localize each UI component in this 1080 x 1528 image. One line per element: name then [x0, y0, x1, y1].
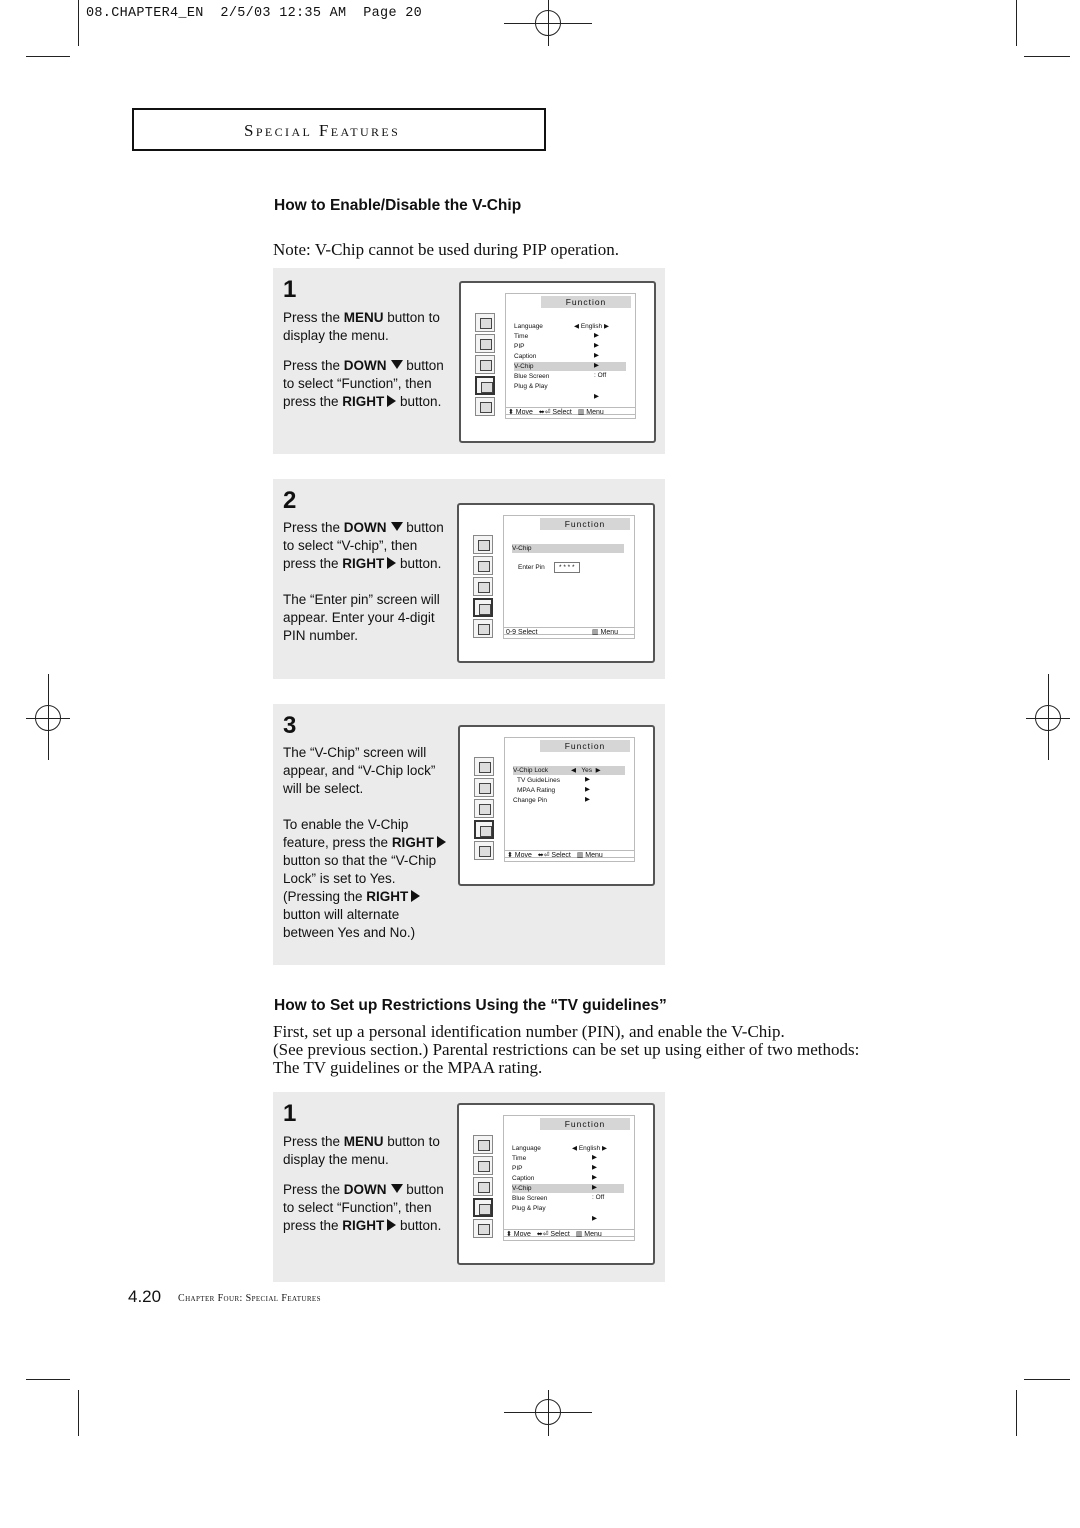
menu-item: Caption	[514, 353, 537, 360]
menu-title: Function	[540, 740, 630, 752]
menu-item: Blue Screen	[512, 1195, 548, 1202]
crop-mark	[26, 1379, 70, 1380]
footer-title: Chapter Four: Special Features	[178, 1293, 321, 1304]
step-number: 3	[283, 712, 297, 739]
heading-tv-guidelines: How to Set up Restrictions Using the “TV guidelines”	[274, 997, 667, 1014]
crop-mark	[78, 1390, 79, 1436]
pin-field: * * * *	[554, 562, 580, 573]
step-panel	[273, 479, 665, 679]
menu-title: Function	[541, 296, 631, 308]
intro-paragraph: (See previous section.) Parental restrictions can be set up using either of two methods:	[273, 1040, 860, 1059]
menu-item: Plug & Play	[514, 383, 548, 390]
menu-item: PIP	[512, 1165, 523, 1172]
channel-icon	[475, 355, 495, 374]
hint-bar: 0-9 Select ▥ Menu	[503, 627, 635, 639]
hint-bar: ⬍ Move ⬌⏎ Select ▥ Menu	[503, 1229, 635, 1241]
intro-paragraph: The TV guidelines or the MPAA rating.	[273, 1058, 543, 1077]
heading-enable-vchip: How to Enable/Disable the V-Chip	[274, 197, 522, 214]
sound-icon	[475, 334, 495, 353]
crop-mark	[1016, 0, 1017, 46]
step-text: Press the MENU button to display the menu. Press the DOWN button to select “Function”, then press the RIGHT button.	[283, 310, 444, 409]
crop-mark	[26, 56, 70, 57]
tv-screen-vchip	[457, 503, 655, 663]
sound-icon	[473, 1156, 493, 1175]
channel-icon	[474, 799, 494, 818]
setup-icon	[473, 1219, 493, 1238]
crop-mark	[1016, 1390, 1017, 1436]
function-icon	[473, 598, 493, 617]
setup-icon	[475, 397, 495, 416]
pip-note: Note: V-Chip cannot be used during PIP operation.	[273, 240, 619, 259]
step-text: Press the DOWN button to select “V-chip”, then press the RIGHT button. The “Enter pin” screen will appear. Enter your 4-digit PIN number.	[283, 520, 444, 643]
menu-item-selected: V-Chip	[512, 1184, 624, 1193]
page-number: 4.20	[128, 1287, 162, 1306]
crop-mark	[1024, 1379, 1070, 1380]
tv-screen-menu	[459, 281, 656, 443]
intro-paragraph: First, set up a personal identification number (PIN), and enable the V-Chip.	[273, 1022, 785, 1041]
menu-item: Time	[512, 1155, 527, 1162]
channel-icon	[473, 577, 493, 596]
step-text: The “V-Chip” screen will appear, and “V-Chip lock” will be select. To enable the V-Chip feature, press the RIGHT button so that the “V-Chip Lock” is set to Yes. (Pressing the RIGHT button will alternate between Yes and No.)	[283, 744, 453, 942]
language-value: ◀ English ▶	[574, 323, 609, 330]
menu-item-selected: V-Chip Lock	[513, 766, 625, 775]
menu-item: Language	[514, 323, 543, 330]
section-header	[132, 108, 546, 151]
lock-value: ◀ Yes ▶	[571, 767, 601, 774]
menu-item: Change Pin	[513, 797, 547, 804]
blue-screen-value: : Off	[592, 1194, 605, 1201]
menu-item: Blue Screen	[514, 373, 550, 380]
menu-item: Language	[512, 1145, 541, 1152]
menu-icons	[475, 313, 499, 418]
tv-screen-lock: Function V-Chip Lock ◀ Yes ▶ TV GuideLines MPAA Rating Change Pin ▶ ▶ ▶ ⬍ Move ⬌⏎ Select ▥ Menu	[458, 725, 655, 886]
tv-screen-menu: Function Language ◀ English ▶ Time PIP Caption V-Chip Blue Screen : Off Plug & Play ▶ ▶ ▶ ▶ ▶ ⬍ Move ⬌⏎ Select ▥ Menu	[457, 1103, 655, 1265]
section-title: Special Features	[244, 121, 401, 140]
channel-icon	[473, 1177, 493, 1196]
menu-item: TV GuideLines	[517, 777, 560, 784]
menu-item: Time	[514, 333, 529, 340]
sound-icon	[473, 556, 493, 575]
step-number: 1	[283, 276, 297, 303]
crop-mark	[78, 0, 79, 46]
menu-item: PIP	[514, 343, 525, 350]
setup-icon	[473, 619, 493, 638]
step-number: 2	[283, 487, 297, 514]
function-icon	[474, 820, 494, 839]
enter-pin-label: Enter Pin	[518, 564, 545, 571]
hint-bar: ⬍ Move ⬌⏎ Select ▥ Menu	[505, 407, 636, 419]
crop-mark	[1024, 56, 1070, 57]
menu-title: Function	[540, 518, 630, 530]
menu-item-selected: V-Chip	[512, 544, 624, 553]
step-panel	[273, 704, 665, 965]
menu-item: Caption	[512, 1175, 535, 1182]
function-icon	[475, 376, 495, 395]
menu-item-selected: V-Chip	[514, 362, 626, 371]
print-slug: 08.CHAPTER4_EN 2/5/03 12:35 AM Page 20	[86, 6, 423, 21]
step-number: 1	[283, 1100, 297, 1127]
step-panel	[273, 268, 665, 454]
hint-bar: ⬍ Move ⬌⏎ Select ▥ Menu	[504, 850, 635, 862]
menu-item: MPAA Rating	[517, 787, 556, 794]
language-value: ◀ English ▶	[572, 1145, 607, 1152]
blue-screen-value: : Off	[594, 372, 607, 379]
setup-icon	[474, 841, 494, 860]
picture-icon	[475, 313, 495, 332]
picture-icon	[473, 1135, 493, 1154]
menu-title: Function	[540, 1118, 630, 1130]
sound-icon	[474, 778, 494, 797]
picture-icon	[474, 757, 494, 776]
menu-item: Plug & Play	[512, 1205, 546, 1212]
step-panel	[273, 1092, 665, 1282]
menu-panel: Function Language ◀ English ▶ Time PIP Caption V-Chip Blue Screen : Off Plug & Play ▶ ▶ ▶ ▶ ▶	[505, 293, 636, 415]
function-icon	[473, 1198, 493, 1217]
picture-icon	[473, 535, 493, 554]
step-text: Press the MENU button to display the menu. Press the DOWN button to select “Function”, then press the RIGHT button.	[283, 1134, 444, 1233]
